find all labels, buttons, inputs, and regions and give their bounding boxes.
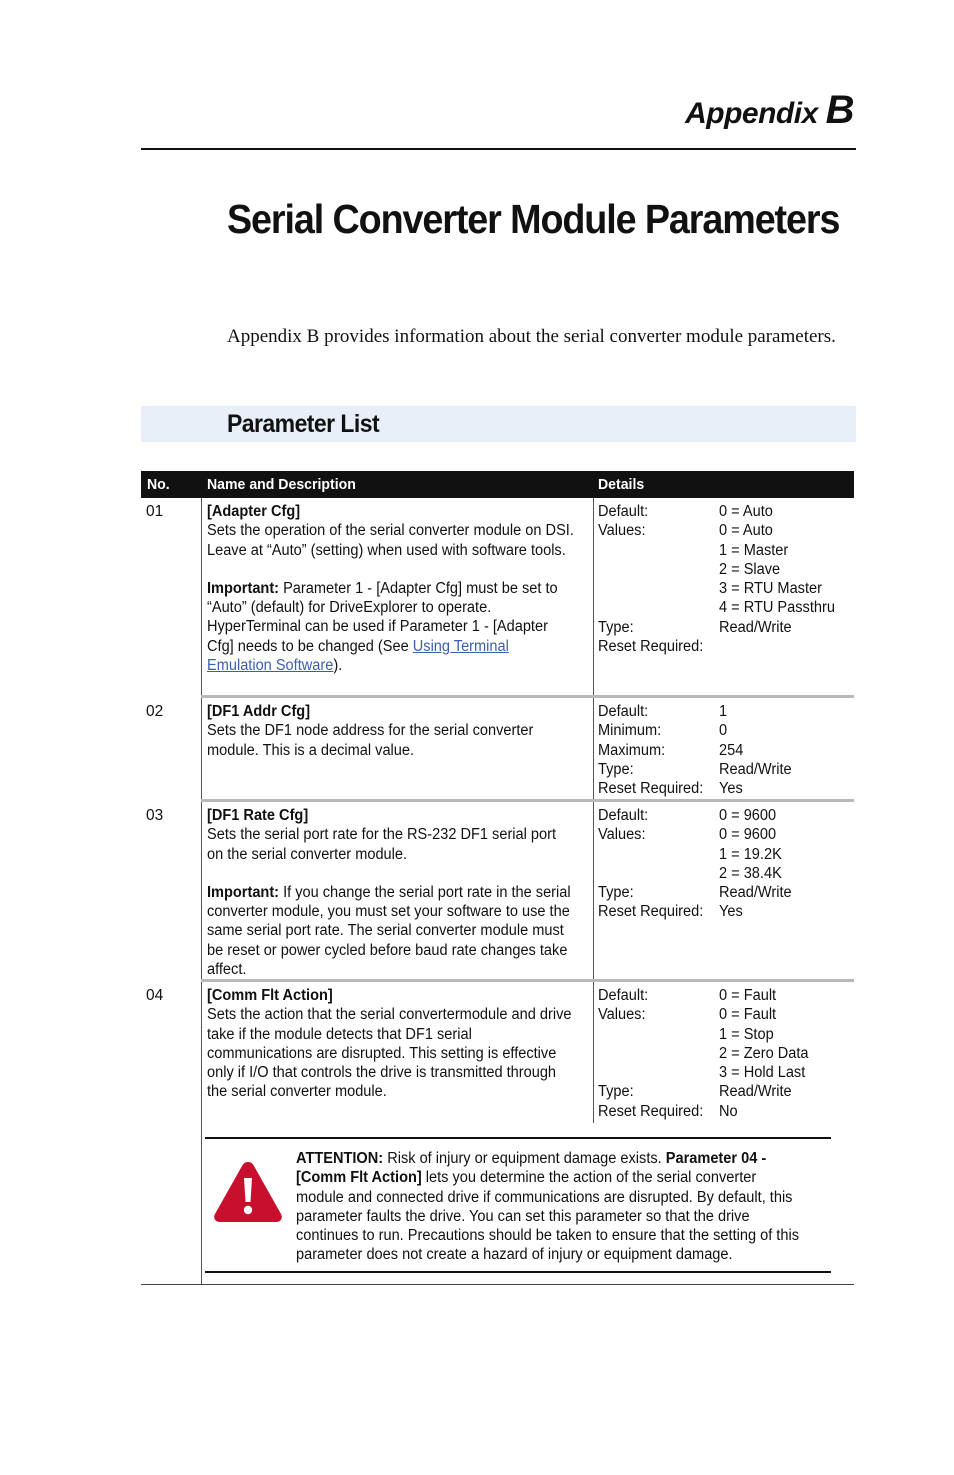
attention-bottom-rule: [205, 1271, 831, 1273]
param-number: 04: [146, 987, 164, 1004]
param-desc-text: Sets the DF1 node address for the serial converter module. This is a decimal value.: [207, 722, 534, 759]
detail-value: Read/Write: [719, 618, 792, 636]
appendix-letter: B: [825, 88, 854, 132]
param-number: 01: [146, 503, 164, 520]
detail-label: [598, 598, 720, 617]
detail-label: Type:: [598, 884, 634, 902]
important-text: If you change the serial port rate in the serial converter module, you must set your software to use the same serial port rate. The serial converter module must be reset or power cycled before baud rate changes take affect.: [207, 883, 571, 979]
detail-label: Reset Required:: [598, 638, 704, 656]
detail-value: 4 = RTU Passthru: [719, 599, 835, 617]
warning-triangle-icon: [210, 1156, 286, 1226]
attention-param-ref: Parameter 04 - [Comm Flt Action]: [296, 1150, 767, 1187]
detail-label: [598, 1025, 720, 1044]
detail-value: 1 = 19.2K: [719, 845, 782, 863]
detail-value: 2 = 38.4K: [719, 864, 782, 882]
important-note: [207, 579, 575, 675]
column-header-details: Details: [598, 476, 645, 493]
details-values: [719, 502, 859, 636]
param-desc-text: Sets the operation of the serial converter module on DSI. Leave at “Auto” (setting) when used with software tools.: [207, 522, 574, 559]
details-values: [719, 702, 859, 798]
section-title: Parameter List: [227, 410, 380, 438]
attention-text: [296, 1149, 836, 1265]
details-labels: [598, 702, 728, 798]
detail-value: Read/Write: [719, 1083, 792, 1101]
appendix-heading: [685, 88, 854, 133]
detail-label: Default:: [598, 807, 649, 824]
attention-text-2: lets you determine the action of the serial converter module and connected drive if communications are disrupted. By default, this parameter faults the drive. You can set this parameter so that the drive continues to run. Precautions should be taken to ensure that the setting of this parameter does not create a hazard of injury or equipment damage.: [296, 1169, 799, 1264]
detail-label: [598, 541, 720, 560]
important-text: Parameter 1 - [Adapter Cfg] must be set to “Auto” (default) for DriveExplorer to operate. HyperTerminal can be used if Parameter 1 - [Adapter Cfg] needs to be changed (See: [207, 579, 558, 655]
param-number: 03: [146, 807, 164, 824]
param-name: [Comm Flt Action]: [207, 987, 333, 1004]
detail-value: Read/Write: [719, 760, 792, 778]
terminal-emulation-link[interactable]: Using Terminal Emulation Software: [207, 637, 509, 675]
detail-label: [598, 579, 720, 598]
detail-label: Type:: [598, 618, 634, 636]
attention-label: ATTENTION:: [296, 1150, 384, 1167]
detail-label: [598, 560, 720, 579]
important-note: [207, 883, 575, 979]
detail-label: Default:: [598, 503, 649, 520]
detail-value: 1 = Stop: [719, 1025, 774, 1043]
detail-label: Values:: [598, 826, 646, 844]
detail-value: Yes: [719, 903, 743, 921]
row-separator: [201, 979, 854, 982]
attention-text-1: Risk of injury or equipment damage exists.: [383, 1150, 666, 1167]
page-title: Serial Converter Module Parameters: [227, 196, 840, 242]
param-name: [Adapter Cfg]: [207, 503, 301, 520]
column-header-no: No.: [147, 476, 170, 493]
important-label: Important:: [207, 883, 280, 901]
param-description: [207, 806, 599, 979]
detail-value: 0: [719, 722, 728, 740]
detail-value: 0 = Fault: [719, 1006, 777, 1024]
param-desc-text: Sets the action that the serial convertermodule and drive take if the module detects that DF1 serial communications are disrupted. This setting is effective only if I/O that controls the drive is transmitted through the serial converter module.: [207, 1006, 572, 1101]
detail-value: 0 = 9600: [719, 826, 777, 844]
param-description: [207, 986, 599, 1102]
column-divider-no: [201, 498, 202, 1285]
detail-value: 2 = Slave: [719, 560, 781, 578]
detail-value: 0 = 9600: [719, 807, 777, 824]
details-labels: [598, 806, 728, 921]
details-values: [719, 806, 859, 921]
detail-value: 3 = RTU Master: [719, 580, 822, 598]
header-rule: [141, 148, 856, 150]
important-text-end: ).: [333, 657, 343, 675]
details-labels: [598, 986, 728, 1120]
table-bottom-rule: [141, 1284, 854, 1285]
detail-value: 0 = Auto: [719, 522, 773, 540]
detail-label: Values:: [598, 1006, 646, 1024]
row-separator: [201, 799, 854, 802]
column-header-name: Name and Description: [207, 476, 356, 493]
detail-value: 254: [719, 741, 744, 759]
details-values: [719, 986, 859, 1120]
detail-label: Values:: [598, 522, 646, 540]
detail-label: [598, 1063, 720, 1082]
detail-value: 1 = Master: [719, 541, 789, 559]
detail-value: 0 = Auto: [719, 503, 773, 520]
attention-top-rule: [205, 1137, 831, 1139]
detail-label: Maximum:: [598, 741, 666, 759]
detail-label: Type:: [598, 760, 634, 778]
detail-label: Default:: [598, 703, 649, 720]
important-label: Important:: [207, 579, 280, 597]
detail-label: Reset Required:: [598, 903, 704, 921]
details-labels: [598, 502, 728, 656]
param-desc-text: Sets the serial port rate for the RS-232 DF1 serial port on the serial converter module.: [207, 826, 557, 863]
detail-value: 2 = Zero Data: [719, 1044, 809, 1062]
param-name: [DF1 Addr Cfg]: [207, 703, 311, 720]
detail-value: Yes: [719, 780, 743, 798]
appendix-word: Appendix: [685, 97, 818, 130]
detail-label: Minimum:: [598, 722, 662, 740]
detail-label: Type:: [598, 1083, 634, 1101]
detail-value: 1: [719, 703, 728, 720]
detail-label: Reset Required:: [598, 780, 704, 798]
param-description: [207, 502, 599, 675]
detail-label: [598, 1044, 720, 1063]
detail-label: [598, 864, 720, 883]
detail-value: [719, 637, 851, 656]
detail-value: 3 = Hold Last: [719, 1064, 806, 1082]
row-separator: [201, 695, 854, 698]
table-header: [141, 471, 854, 498]
param-description: [207, 702, 599, 760]
param-number: 02: [146, 703, 164, 720]
detail-value: No: [719, 1102, 738, 1120]
param-name: [DF1 Rate Cfg]: [207, 807, 309, 824]
intro-paragraph: Appendix B provides information about the serial converter module parameters.: [227, 326, 836, 347]
detail-value: 0 = Fault: [719, 987, 777, 1004]
detail-label: Reset Required:: [598, 1102, 704, 1120]
detail-label: Default:: [598, 987, 649, 1004]
detail-value: Read/Write: [719, 884, 792, 902]
detail-label: [598, 845, 720, 864]
